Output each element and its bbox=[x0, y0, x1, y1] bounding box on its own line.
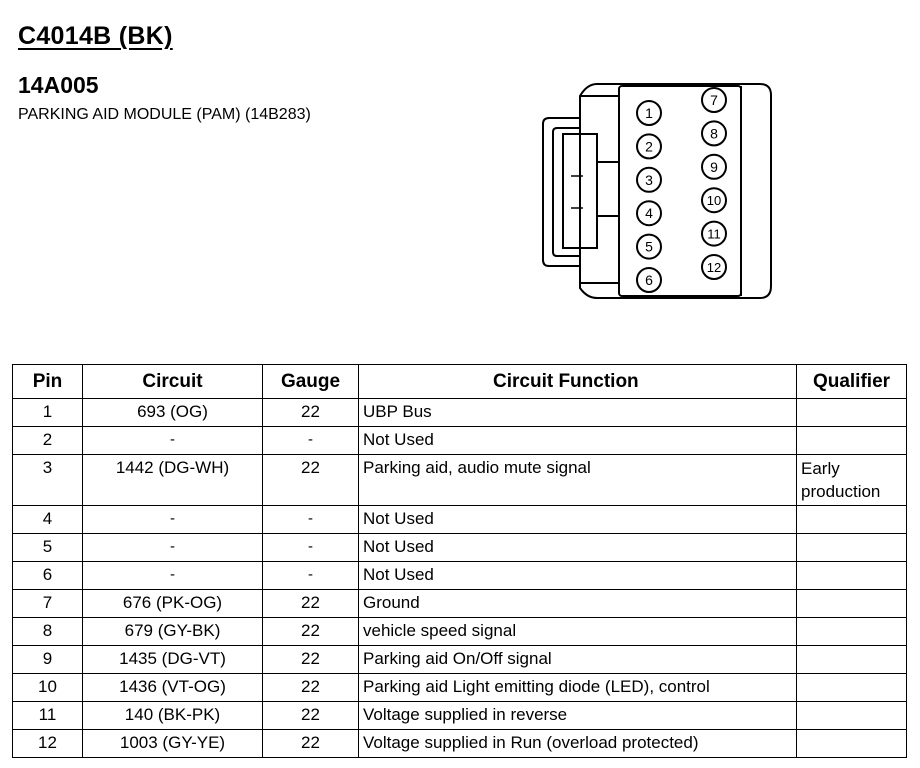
part-number: 14A005 bbox=[18, 72, 99, 98]
cell-qualifier: Early production bbox=[797, 455, 907, 506]
header-circuit: Circuit bbox=[83, 365, 263, 399]
table-header-row bbox=[13, 365, 907, 399]
cell-qualifier bbox=[797, 618, 907, 646]
cell-pin: 9 bbox=[13, 646, 83, 674]
pin-number-label: 10 bbox=[706, 193, 722, 209]
cell-gauge: 22 bbox=[263, 399, 359, 427]
cell-circuit-function: Not Used bbox=[359, 562, 797, 590]
cell-pin: 6 bbox=[13, 562, 83, 590]
cell-gauge: 22 bbox=[263, 618, 359, 646]
pin-number-label: 6 bbox=[645, 272, 653, 288]
cell-gauge: 22 bbox=[263, 455, 359, 506]
cell-circuit-function: Parking aid, audio mute signal bbox=[359, 455, 797, 506]
connector-title: C4014B (BK) bbox=[18, 22, 173, 50]
cell-gauge: 22 bbox=[263, 674, 359, 702]
cell-circuit: - bbox=[83, 534, 263, 562]
pin-assignment-table bbox=[12, 364, 907, 758]
table-row bbox=[13, 399, 907, 427]
cell-pin: 10 bbox=[13, 674, 83, 702]
cell-gauge: 22 bbox=[263, 646, 359, 674]
pin-number-label: 9 bbox=[710, 158, 718, 175]
pin-number-label: 1 bbox=[645, 105, 653, 121]
cell-qualifier bbox=[797, 702, 907, 730]
pin-number-label: 8 bbox=[710, 125, 718, 142]
part-description: PARKING AID MODULE (PAM) (14B283) bbox=[18, 106, 311, 123]
cell-pin: 3 bbox=[13, 455, 83, 506]
cell-circuit: 1003 (GY-YE) bbox=[83, 730, 263, 758]
left-pin-column bbox=[637, 101, 661, 292]
header-circuit-function: Circuit Function bbox=[359, 365, 797, 399]
cell-gauge: - bbox=[263, 534, 359, 562]
cell-circuit: - bbox=[83, 427, 263, 455]
cell-circuit: 693 (OG) bbox=[83, 399, 263, 427]
pin-number-label: 2 bbox=[645, 138, 653, 155]
cell-pin: 2 bbox=[13, 427, 83, 455]
pin-number-label: 4 bbox=[645, 205, 653, 222]
cell-circuit: 679 (GY-BK) bbox=[83, 618, 263, 646]
cell-circuit-function: Not Used bbox=[359, 534, 797, 562]
table-row bbox=[13, 646, 907, 674]
cell-circuit-function: Ground bbox=[359, 590, 797, 618]
cell-circuit-function: Not Used bbox=[359, 427, 797, 455]
cell-circuit: 1435 (DG-VT) bbox=[83, 646, 263, 674]
cell-qualifier bbox=[797, 562, 907, 590]
cell-gauge: - bbox=[263, 562, 359, 590]
cell-gauge: - bbox=[263, 506, 359, 534]
cell-circuit-function: vehicle speed signal bbox=[359, 618, 797, 646]
cell-circuit: 1436 (VT-OG) bbox=[83, 674, 263, 702]
cell-pin: 11 bbox=[13, 702, 83, 730]
cell-gauge: 22 bbox=[263, 590, 359, 618]
cell-qualifier bbox=[797, 646, 907, 674]
cell-circuit: - bbox=[83, 562, 263, 590]
cell-qualifier bbox=[797, 534, 907, 562]
table-row bbox=[13, 702, 907, 730]
cell-pin: 7 bbox=[13, 590, 83, 618]
table-row bbox=[13, 618, 907, 646]
table-row bbox=[13, 674, 907, 702]
cell-circuit-function: Parking aid On/Off signal bbox=[359, 646, 797, 674]
cell-gauge: 22 bbox=[263, 730, 359, 758]
cell-qualifier bbox=[797, 399, 907, 427]
cell-qualifier bbox=[797, 590, 907, 618]
cell-circuit: - bbox=[83, 506, 263, 534]
cell-pin: 1 bbox=[13, 399, 83, 427]
cell-circuit-function: Parking aid Light emitting diode (LED), control bbox=[359, 674, 797, 702]
table-row bbox=[13, 590, 907, 618]
header-gauge: Gauge bbox=[263, 365, 359, 399]
table-row bbox=[13, 534, 907, 562]
cell-pin: 12 bbox=[13, 730, 83, 758]
header-pin: Pin bbox=[13, 365, 83, 399]
cell-qualifier bbox=[797, 427, 907, 455]
cell-qualifier bbox=[797, 730, 907, 758]
table-row bbox=[13, 562, 907, 590]
cell-circuit: 1442 (DG-WH) bbox=[83, 455, 263, 506]
table-row bbox=[13, 427, 907, 455]
connector-face-diagram bbox=[535, 78, 785, 308]
cell-qualifier bbox=[797, 506, 907, 534]
cell-circuit: 676 (PK-OG) bbox=[83, 590, 263, 618]
connector-housing-outline bbox=[580, 84, 771, 298]
table-row bbox=[13, 455, 907, 506]
pin-number-label: 11 bbox=[707, 226, 721, 242]
cell-gauge: - bbox=[263, 427, 359, 455]
cell-pin: 4 bbox=[13, 506, 83, 534]
pin-number-label: 12 bbox=[706, 260, 722, 275]
pin-number-label: 7 bbox=[710, 92, 718, 108]
pin-number-label: 5 bbox=[645, 238, 653, 255]
cell-circuit: 140 (BK-PK) bbox=[83, 702, 263, 730]
cell-pin: 8 bbox=[13, 618, 83, 646]
cell-circuit-function: Voltage supplied in reverse bbox=[359, 702, 797, 730]
cell-circuit-function: UBP Bus bbox=[359, 399, 797, 427]
connector-latch bbox=[543, 118, 580, 266]
table-row bbox=[13, 730, 907, 758]
cell-circuit-function: Voltage supplied in Run (overload protected) bbox=[359, 730, 797, 758]
pin-number-label: 3 bbox=[645, 171, 653, 188]
right-pin-column bbox=[702, 88, 726, 279]
cell-qualifier bbox=[797, 674, 907, 702]
header-qualifier: Qualifier bbox=[797, 365, 907, 399]
cell-gauge: 22 bbox=[263, 702, 359, 730]
cell-circuit-function: Not Used bbox=[359, 506, 797, 534]
cell-pin: 5 bbox=[13, 534, 83, 562]
table-row bbox=[13, 506, 907, 534]
